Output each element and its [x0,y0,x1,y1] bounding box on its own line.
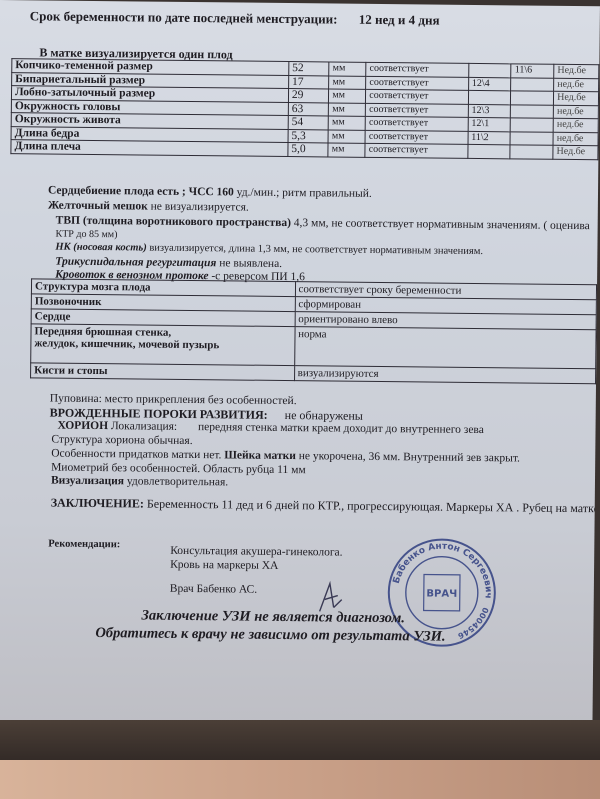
conclusion-label: ЗАКЛЮЧЕНИЕ: [50,495,144,511]
recommendations-label: Рекомендации: [48,538,121,551]
chorion-loc: Локализация: [110,420,178,433]
footer-line-1: Заключение УЗИ не является диагнозом. [141,607,406,627]
measurement-match: соответствует [365,116,468,131]
stamp-number: 0004546 [456,605,491,641]
tricuspid-line [55,256,282,270]
recommendation-item: Консультация акушера-гинеколога. [170,544,343,559]
measurement-match: соответствует [366,62,469,77]
conclusion-line [51,496,599,517]
measurement-week: 12\1 [468,117,511,131]
measurement-value: 17 [288,75,329,89]
recommendation-item: Кровь на маркеры ХА [170,558,279,572]
measurement-unit: мм [329,116,366,130]
measurement-name: Окружность головы [11,99,288,115]
measurement-match: соответствует [366,89,469,104]
measurement-value: 63 [288,102,329,116]
visualization-value: удовлетворительная. [126,475,229,489]
cervix-label: Шейка матки [224,449,296,463]
structure-key-text-2: желудок, кишечник, мочевой пузырь [34,337,220,352]
stamp-ring-text: Бабенко Антон Сергеевич [391,541,493,600]
measurement-name: Копчико-теменной размер [12,59,289,75]
nk-value: визуализируется, длина 1,3 мм, не соответствует нормативным значениям. [149,242,484,258]
structure-value: соответствует сроку беременности [295,282,597,300]
measurement-unit: мм [328,129,365,143]
measurement-week-alt [511,104,554,118]
measurement-week: 12\4 [468,77,511,91]
tricuspid-label: Трикуспидальная регургитация [55,255,217,270]
measurement-week [468,90,511,104]
measurement-name: Длина плеча [11,140,288,156]
measurement-week-alt [511,91,554,105]
measurement-extra: нед.бе [553,118,598,132]
hr-label: ЧСС [188,185,214,199]
measurement-name: Длина бедра [11,126,288,142]
measurement-extra: нед.бе [553,105,598,119]
measurement-extra: нед.бе [554,78,599,92]
gestation-label: Срок беременности по дате последней менструации: [29,8,338,27]
measurement-value: 5,3 [288,129,329,143]
measurement-unit: мм [329,75,366,89]
structure-key-text: Передняя брюшная стенка, [34,325,172,339]
visualization-label: Визуализация [50,474,125,488]
yolk-label: Желточный мешок [47,199,148,213]
measurement-name: Бипариетальный размер [12,72,289,88]
chorion-structure: Структура хориона обычная. [51,433,193,448]
chorion-label: ХОРИОН [57,419,109,433]
structure-key [31,324,295,366]
measurement-match: соответствует [366,76,469,91]
measurement-week: 12\3 [468,104,511,118]
measurement-name: Лобно-затылочный размер [11,86,288,102]
structure-key-text: Позвоночник [34,295,102,309]
structure-key-text: Сердце [34,310,71,323]
structure-value: норма [294,327,596,369]
hr-unit: уд./мин.; ритм правильный. [236,186,372,200]
structures-table [30,278,597,384]
heartbeat-text: Сердцебиение плода есть ; [47,184,186,198]
gestation-value: 12 нед и 4 дня [358,11,440,28]
measurement-week-alt [510,145,553,159]
doctor-name: Врач Бабенко АС. [169,582,258,596]
measurement-week [468,144,511,158]
conclusion-text: Беременность 11 дед и 6 дней по КТР., прогрессирующая. Маркеры ХА . Рубец на матке [146,496,599,516]
structure-key [31,363,295,381]
measurements-table [10,58,599,160]
defects-label: ВРОЖДЕННЫЕ ПОРОКИ РАЗВИТИЯ: [49,405,268,422]
gestation-line [30,8,440,28]
defects-value: не обнаружены [284,408,363,423]
venous-value: -с реверсом ПИ 1,6 [211,270,305,284]
footer-line-2: Обратитесь к врачу не зависимо от результата УЗИ. [95,625,446,645]
structure-key-text: Структура мозга плода [34,280,151,294]
measurement-week-alt: 11\6 [511,64,554,78]
single-fetus-line: В матке визуализируется один плод [39,45,233,62]
measurement-week: 11\2 [468,131,511,145]
measurement-extra: Нед.бе [554,64,599,78]
measurement-match: соответствует [366,103,469,118]
umbilical-line: Пуповина: место прикрепления без особенностей. [49,392,297,408]
measurement-value: 52 [289,62,330,76]
measurement-match: соответствует [365,130,468,145]
measurement-extra: Нед.бе [553,145,598,159]
yolk-line [48,200,249,214]
measurement-unit: мм [329,89,366,103]
nk-line [55,242,483,257]
measurement-name: Окружность живота [11,113,288,129]
structure-row [31,324,596,369]
structure-value: визуализируются [294,366,596,384]
heartbeat-line [48,185,372,200]
cervix-value: не укорочена, 36 мм. Внутренний зев закрыт. [298,450,521,465]
measurement-value: 54 [288,116,329,130]
tvp-note: КТР до 85 мм) [55,228,118,241]
yolk-value: не визуализируется. [150,200,249,214]
structure-key-text: Кисти и стопы [34,364,108,378]
measurement-week-alt [511,77,554,91]
structure-value: сформирован [295,297,597,315]
measurement-unit: мм [329,62,366,76]
tvp-label: ТВП (толщина воротникового пространства) [55,214,292,230]
background-skin [0,760,600,799]
chorion-value: передняя стенка матки краем доходит до внутреннего зева [197,421,484,437]
measurement-unit: мм [328,143,365,157]
measurement-value: 5,0 [288,143,329,157]
visualization-line [51,475,228,489]
nk-label: НК (носовая кость) [55,241,147,254]
measurement-week [468,63,511,77]
measurement-week-alt [511,118,554,132]
measurement-unit: мм [329,102,366,116]
venous-label: Кровоток в венозном протоке [55,268,209,283]
tvp-line [56,215,590,233]
measurement-extra: Нед.бе [554,91,599,105]
measurement-match: соответствует [365,143,468,158]
structure-value: ориентировано влево [295,312,597,330]
measurement-week-alt [510,131,553,145]
stamp-center-text: ВРАЧ [426,588,458,600]
appendages-text: Особенности придатков матки нет. [51,447,222,462]
measurement-extra: нед.бе [553,132,598,146]
tvp-value: 4,3 мм, не соответствует нормативным значениям. ( оценива [293,217,590,233]
measurement-value: 29 [288,89,329,103]
hr-value: 160 [216,186,234,199]
tricuspid-value: не выявлена. [219,257,283,270]
myometrium-line: Миометрий без особенностей. Область рубца 11 мм [51,461,306,477]
